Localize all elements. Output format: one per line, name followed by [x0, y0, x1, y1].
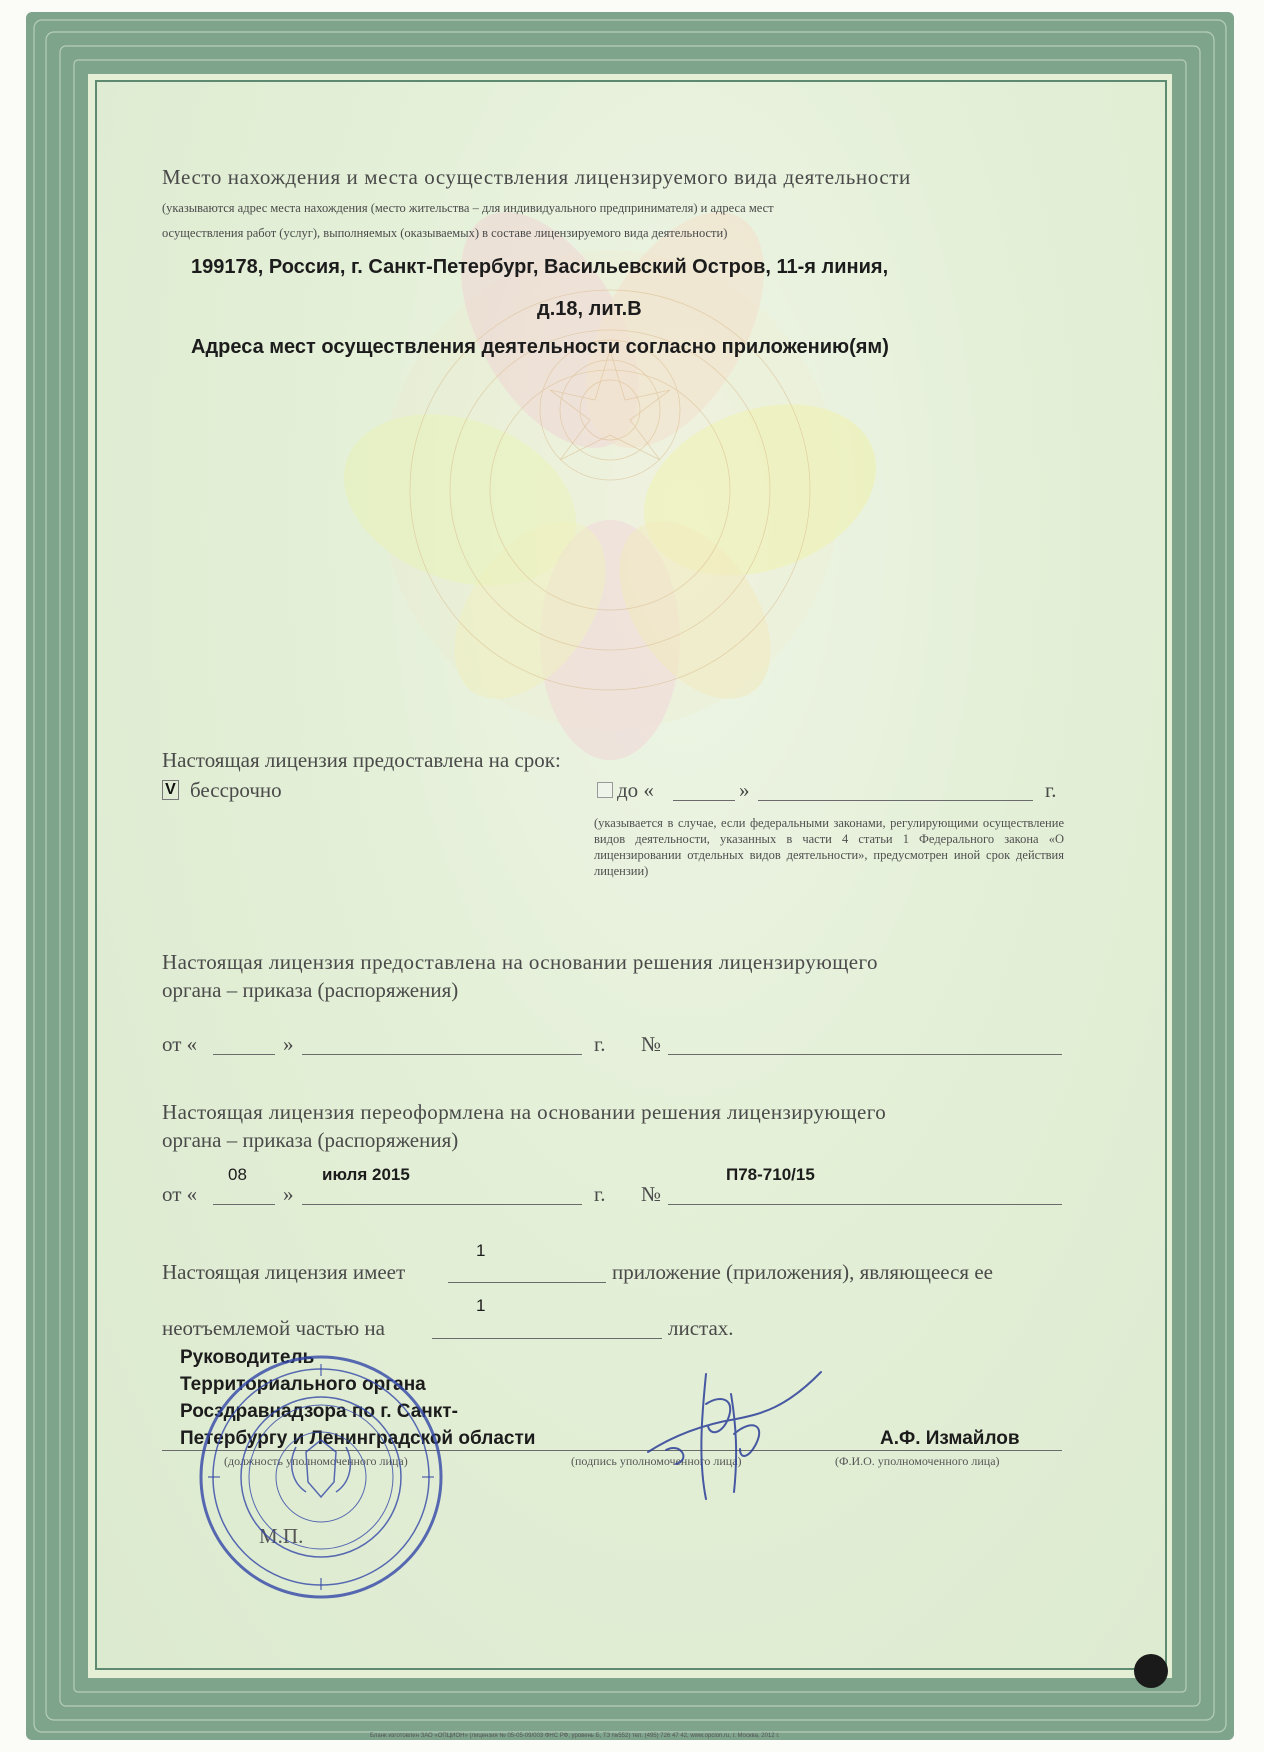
printer-imprint: Бланк изготовлен ЗАО «ОПЦИОН» (лицензия № 05-05-09/003 ФНС РФ, уровень Б, ТЗ №552) тел. (495) 726 47 42, www.opcion.ru, г. Москва, 2012 г. — [370, 1733, 780, 1739]
address-line1: 199178, Россия, г. Санкт-Петербург, Васильевский Остров, 11-я линия, — [191, 256, 889, 278]
annex-line2-prefix: неотъемлемой частью на — [162, 1316, 385, 1340]
signatory-name: А.Ф. Измайлов — [880, 1428, 1020, 1449]
caption-signature: (подпись уполномоченного лица) — [571, 1454, 742, 1468]
annex-line1-suffix: приложение (приложения), являющееся ее — [612, 1260, 993, 1284]
signatory-position-line4: Петербургу и Ленинградской области — [180, 1428, 536, 1449]
header-subtitle-line2: осуществления работ (услуг), выполняемых (оказываемых) в составе лицензируемого вида деятельности) — [162, 226, 728, 240]
punch-hole — [1134, 1654, 1168, 1688]
granted-line2: органа – приказа (распоряжения) — [162, 978, 459, 1002]
until-month-line — [758, 800, 1033, 801]
reissued-month-line — [302, 1204, 582, 1205]
indefinite-label: бессрочно — [190, 778, 282, 802]
signatory-position-line3: Росздравнадзора по г. Санкт- — [180, 1401, 458, 1422]
granted-from-label: от « — [162, 1032, 198, 1056]
reissued-line1: Настоящая лицензия переоформлена на основании решения лицензирующего — [162, 1100, 887, 1124]
annex-count-value: 1 — [476, 1241, 486, 1260]
granted-number-label: № — [641, 1032, 662, 1056]
reissued-day-value: 08 — [228, 1165, 247, 1184]
address-line2: д.18, лит.В — [537, 298, 642, 320]
granted-year-suffix: г. — [594, 1032, 606, 1056]
granted-number-line — [668, 1054, 1062, 1055]
annex-sheets-line — [432, 1338, 662, 1339]
caption-name: (Ф.И.О. уполномоченного лица) — [835, 1454, 1000, 1468]
term-heading: Настоящая лицензия предоставлена на срок: — [162, 748, 561, 772]
granted-day-line — [213, 1054, 275, 1055]
reissued-from-label: от « — [162, 1182, 198, 1206]
address-line3: Адреса мест осуществления деятельности согласно приложению(ям) — [191, 336, 889, 358]
header-subtitle-line1: (указываются адрес места нахождения (место жительства – для индивидуального предпринимателя) и адреса мест — [162, 201, 774, 215]
until-checkbox — [597, 782, 613, 798]
until-mid-quote: » — [739, 778, 750, 802]
annex-line1-prefix: Настоящая лицензия имеет — [162, 1260, 406, 1284]
caption-position: (должность уполномоченного лица) — [224, 1454, 408, 1468]
annex-count-line — [448, 1282, 606, 1283]
reissued-number-line — [668, 1204, 1062, 1205]
signatory-position-line1: Руководитель — [180, 1347, 315, 1368]
indefinite-checkbox: V — [162, 780, 179, 800]
annex-line2-suffix: листах. — [668, 1316, 734, 1340]
granted-line1: Настоящая лицензия предоставлена на основании решения лицензирующего — [162, 950, 878, 974]
stamp-place-label: М.П. — [259, 1524, 304, 1548]
header-title: Место нахождения и места осуществления лицензируемого вида деятельности — [162, 165, 911, 189]
until-label: до « — [617, 778, 654, 802]
annex-sheets-value: 1 — [476, 1296, 486, 1315]
reissued-number-label: № — [641, 1182, 662, 1206]
official-round-seal — [196, 1352, 446, 1602]
reissued-month-year-value: июля 2015 — [322, 1165, 410, 1184]
reissued-order-number-value: П78-710/15 — [726, 1165, 815, 1184]
granted-month-line — [302, 1054, 582, 1055]
granted-mid-quote: » — [283, 1032, 294, 1056]
term-note: (указывается в случае, если федеральными законами, регулирующими осуществление видов деятельности, указанных в части 4 статьи 1 Федерального закона «О лицензировании отдельных видов деятельности», предусмотрен иной срок действия лицензии) — [594, 816, 1064, 878]
reissued-mid-quote: » — [283, 1182, 294, 1206]
reissued-year-suffix: г. — [594, 1182, 606, 1206]
until-year-suffix: г. — [1045, 778, 1057, 802]
handwritten-signature — [636, 1364, 826, 1504]
until-day-line — [673, 800, 735, 801]
reissued-day-line — [213, 1204, 275, 1205]
reissued-line2: органа – приказа (распоряжения) — [162, 1128, 459, 1152]
signatory-position-line2: Территориального органа — [180, 1374, 426, 1395]
